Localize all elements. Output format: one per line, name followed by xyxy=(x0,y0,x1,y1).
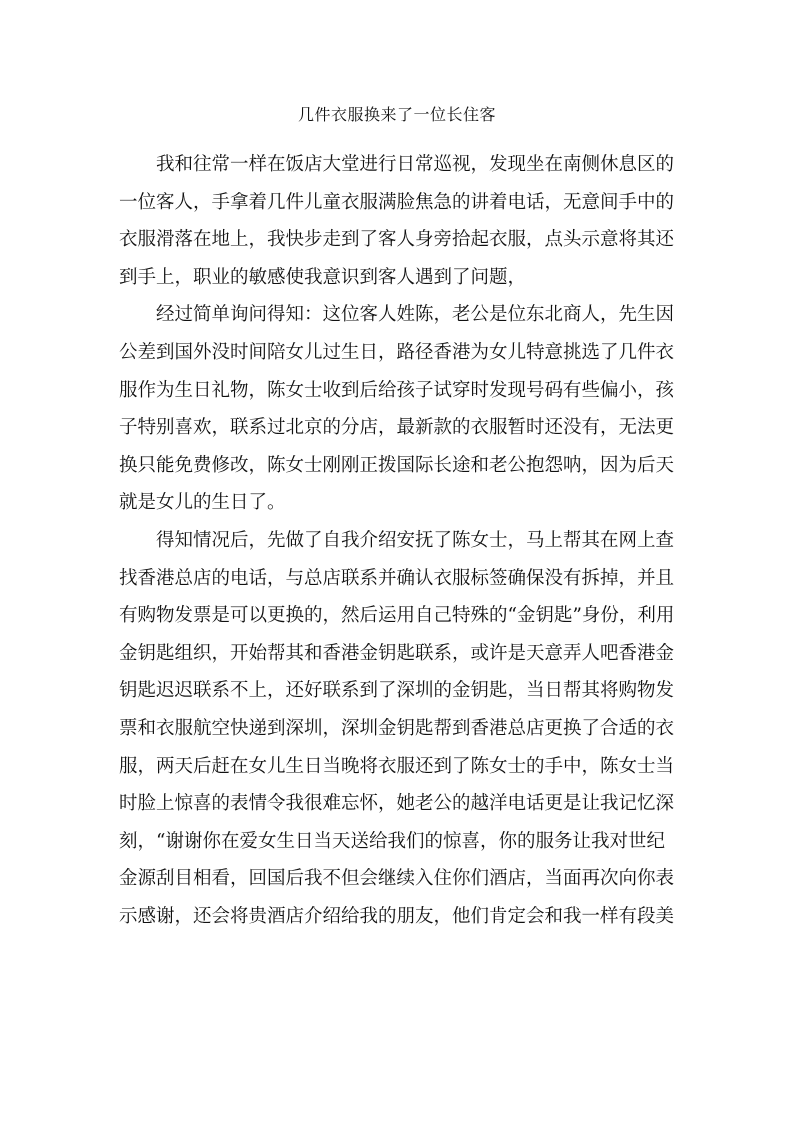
paragraph-line: 时脸上惊喜的表情令我很难忘怀，她老公的越洋电话更是让我记忆深 xyxy=(119,793,675,815)
paragraph-line: 票和衣服航空快递到深圳，深圳金钥匙帮到香港总店更换了合适的衣 xyxy=(119,717,675,739)
paragraph-line: 钥匙迟迟联系不上，还好联系到了深圳的金钥匙，当日帮其将购物发 xyxy=(119,680,675,702)
paragraph-line: 刻，“谢谢你在爱女生日当天送给我们的惊喜，你的服务让我对世纪 xyxy=(119,830,665,852)
paragraph-line: 换只能免费修改，陈女士刚刚正拨国际长途和老公抱怨呐，因为后天 xyxy=(119,454,675,476)
paragraph-line: 金源刮目相看，回国后我不但会继续入住你们酒店，当面再次向你表 xyxy=(119,868,675,890)
paragraph-line: 金钥匙组织，开始帮其和香港金钥匙联系，或许是天意弄人吧香港金 xyxy=(119,642,675,664)
paragraph-line: 衣服滑落在地上，我快步走到了客人身旁拾起衣服，点头示意将其还 xyxy=(119,229,675,251)
paragraph-line: 一位客人，手拿着几件儿童衣服满脸焦急的讲着电话，无意间手中的 xyxy=(119,191,675,213)
paragraph-line: 示感谢，还会将贵酒店介绍给我的朋友，他们肯定会和我一样有段美 xyxy=(119,905,675,927)
paragraph-2 xyxy=(119,296,679,522)
document-body xyxy=(119,146,679,935)
paragraph-line: 找香港总店的电话，与总店联系并确认衣服标签确保没有拆掉，并且 xyxy=(119,567,675,589)
paragraph-line: 服作为生日礼物，陈女士收到后给孩子试穿时发现号码有些偏小，孩 xyxy=(119,379,675,401)
paragraph-line: 到手上，职业的敏感使我意识到客人遇到了问题， xyxy=(119,266,527,288)
document-title: 几件衣服换来了一位长住客 xyxy=(297,105,496,124)
paragraph-1 xyxy=(119,146,679,296)
paragraph-line: 经过简单询问得知：这位客人姓陈，老公是位东北商人，先生因 xyxy=(156,304,675,326)
paragraph-line: 子特别喜欢，联系过北京的分店，最新款的衣服暂时还没有，无法更 xyxy=(119,417,675,439)
paragraph-line: 服，两天后赶在女儿生日当晚将衣服还到了陈女士的手中，陈女士当 xyxy=(119,755,675,777)
paragraph-line: 我和往常一样在饭店大堂进行日常巡视，发现坐在南侧休息区的 xyxy=(156,154,675,175)
paragraph-line: 有购物发票是可以更换的，然后运用自己特殊的“金钥匙”身份，利用 xyxy=(119,605,675,627)
paragraph-line: 公差到国外没时间陪女儿过生日，路径香港为女儿特意挑选了几件衣 xyxy=(119,341,675,363)
paragraph-line: 得知情况后，先做了自我介绍安抚了陈女士，马上帮其在网上查 xyxy=(156,529,675,551)
paragraph-3 xyxy=(119,522,679,936)
paragraph-line: 就是女儿的生日了。 xyxy=(119,492,286,514)
